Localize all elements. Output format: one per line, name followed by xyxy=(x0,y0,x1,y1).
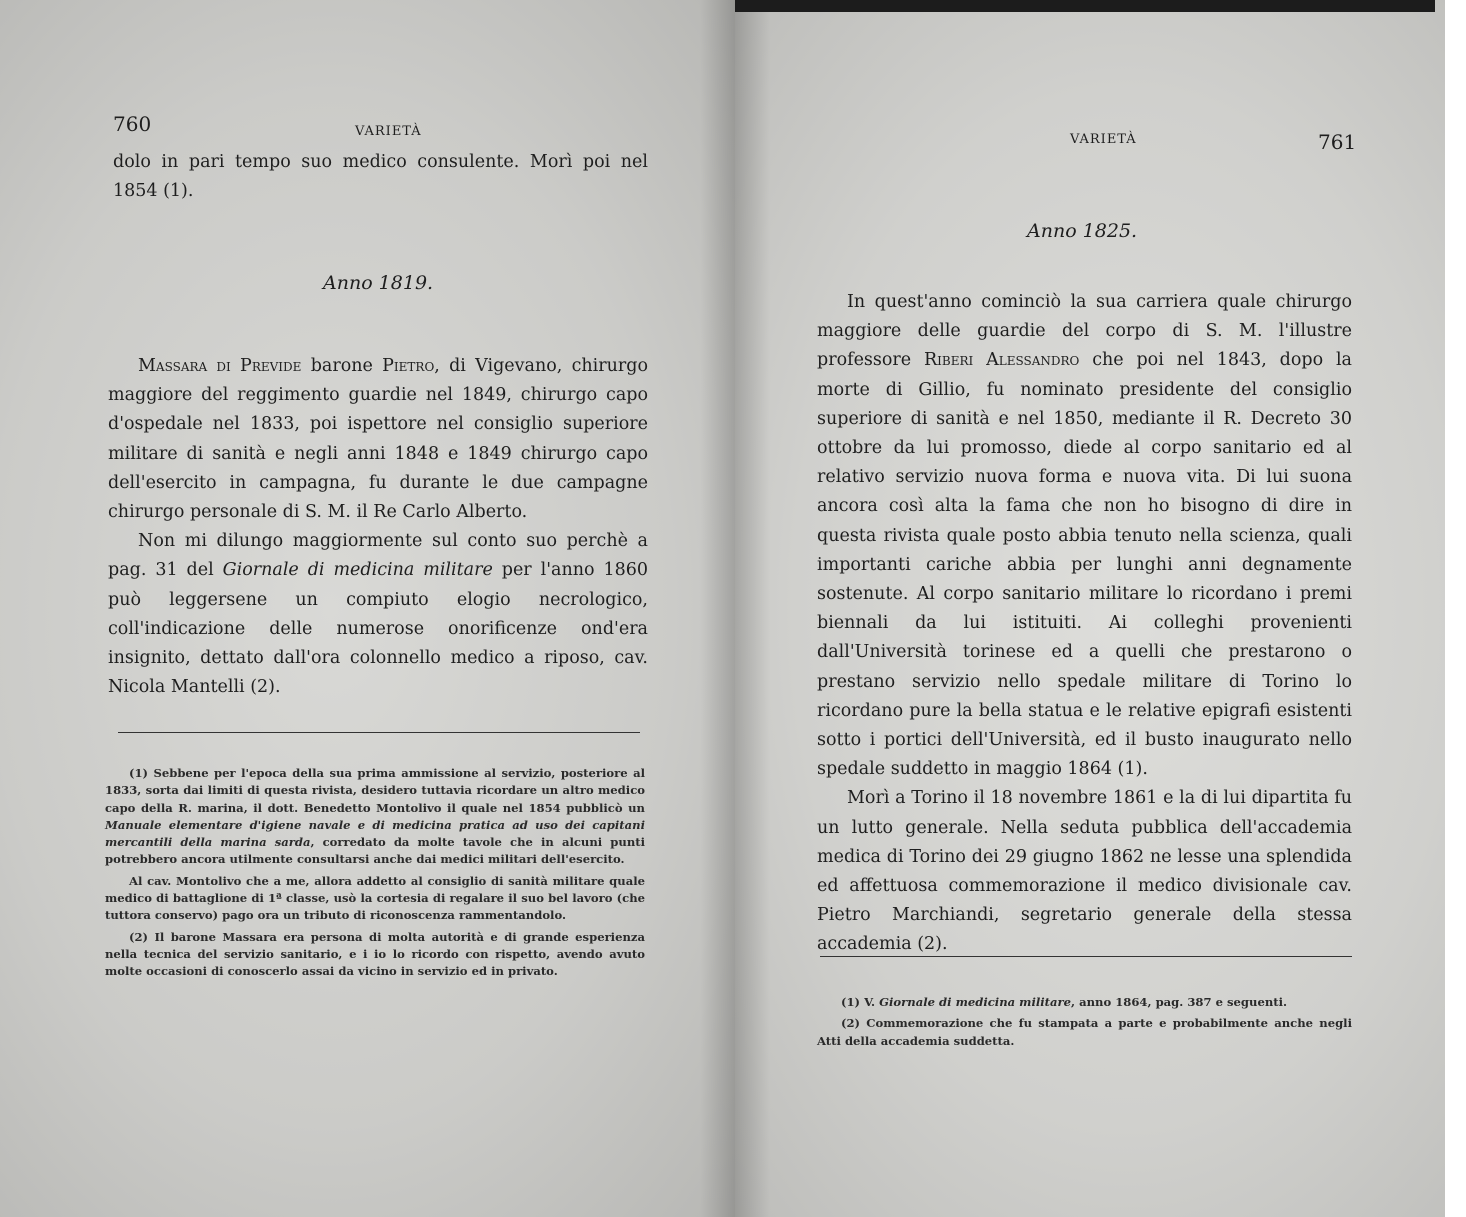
paragraph: Massara di Previde barone Pietro, di Vigevano, chirurgo maggiore del reggimento guardie nel 1849, chirurgo capo d'ospedale nel 1833, poi ispettore nel consiglio superiore militare di sanità e negli anni 1848 e 1849 chirurgo capo dell'esercito in campagna, fu durante le due campagne chirurgo personale di S. M. il Re Carlo Alberto. xyxy=(108,356,648,523)
body-text xyxy=(108,352,648,702)
running-head: VARIETÀ xyxy=(1070,132,1137,147)
footnote-rule xyxy=(820,956,1352,957)
scan-edge-shadow xyxy=(735,0,1435,12)
book-gutter xyxy=(700,0,770,1217)
right-page xyxy=(735,0,1445,1217)
paragraph: In quest'anno cominciò la sua carriera quale chirurgo maggiore delle guardie del corpo di S. M. l'illustre professore Riberi Alessandro che poi nel 1843, dopo la morte di Gillio, fu nominato presidente del consiglio superiore di sanità e nel 1850, mediante il R. Decreto 30 ottobre da lui promosso, diede al corpo sanitario ed al relativo servizio nuova forma e nuova vita. Di lui suona ancora così alta la fama che non ho bisogno di dire in questa rivista quale posto abbia tenuto nella scienza, quali importanti cariche abbia per lunghi anni degnamente sostenute. Al corpo sanitario militare lo ricordano i premi biennali da lui istituiti. Ai colleghi provenienti dall'Università torinese ed a quelli che prestarono o prestano servizio nello spedale militare di Torino lo ricordano pure la bella statua e le relative epigrafi esistenti sotto i portici dell'Università, ed il busto inaugurato nello spedale suddetto in maggio 1864 (1). xyxy=(817,292,1352,780)
year-heading: Anno 1825. xyxy=(1027,220,1138,242)
footnotes xyxy=(817,994,1352,1054)
footnote: (1) Sebbene per l'epoca della sua prima ammissione al servizio, posteriore al 1833, sorta dai limiti di questa rivista, desidero tuttavia ricordare un altro medico capo della R. marina, il dott. Benedetto Montolivo il quale nel 1854 pubblicò un Manuale elementare d'igiene navale e di medicina pratica ad uso dei capitani mercantili della marina sarda, corredato da molte tavole che in alcuni punti potrebbero ancora utilmente consultarsi anche dai medici militari dell'esercito. xyxy=(105,766,646,867)
paragraph: Non mi dilungo maggiormente sul conto suo perchè a pag. 31 del Giornale di medicina militare per l'anno 1860 può leggersene un compiuto elogio necrologico, coll'indicazione delle numerose onorificenze ond'era insignito, dettato dall'ora colonnello medico a riposo, cav. Nicola Mantelli (2). xyxy=(108,531,648,698)
year-heading: Anno 1819. xyxy=(323,272,434,294)
footnote: (2) Il barone Massara era persona di molta autorità e di grande esperienza nella tecnica del servizio sanitario, e i io lo ricordo con rispetto, avendo avuto molte occasioni di conoscerlo assai da vicino in servizio ed in privato. xyxy=(105,929,645,979)
carryover-text: dolo in pari tempo suo medico consulente. Morì poi nel 1854 (1). xyxy=(113,152,648,202)
footnote: Al cav. Montolivo che a me, allora addetto al consiglio di sanità militare quale medico di battaglione di 1ª classe, usò la cortesia di regalare il suo bel lavoro (che tuttora conservo) pago ora un tributo di riconoscenza rammentandolo. xyxy=(105,873,645,923)
footnotes xyxy=(105,765,645,985)
running-head: VARIETÀ xyxy=(355,124,422,139)
footnote-rule xyxy=(118,732,640,733)
body-text xyxy=(817,288,1352,960)
page-number: 761 xyxy=(1318,130,1357,154)
paragraph: Morì a Torino il 18 novembre 1861 e la di lui dipartita fu un lutto generale. Nella seduta pubblica dell'accademia medica di Torino dei 29 giugno 1862 ne lesse una splendida ed affettuosa commemorazione il medico divisionale cav. Pietro Marchiandi, segretario generale della stessa accademia (2). xyxy=(817,788,1352,955)
scan-margin xyxy=(1445,0,1466,1217)
page-number: 760 xyxy=(113,112,152,136)
footnote: (2) Commemorazione che fu stampata a parte e probabilmente anche negli Atti della accademia suddetta. xyxy=(817,1016,1352,1048)
footnote: (1) V. Giornale di medicina militare, anno 1864, pag. 387 e seguenti. xyxy=(841,995,1288,1009)
